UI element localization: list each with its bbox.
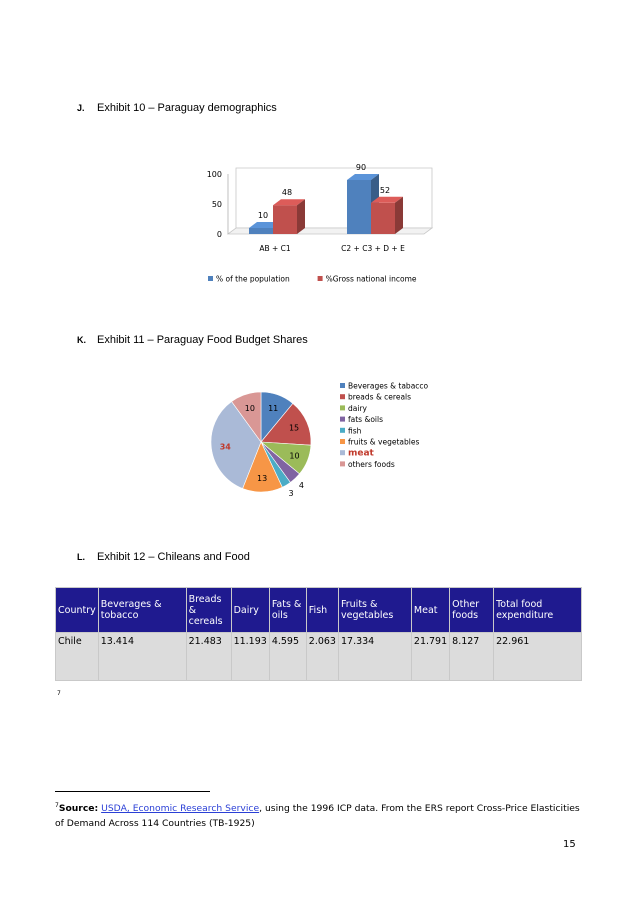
table-row: [56, 633, 582, 681]
pie-data-label: 4: [298, 481, 304, 491]
legend-label: breads & cereals: [348, 392, 412, 402]
exhibit-12-heading: [77, 551, 250, 563]
legend-entry: [340, 393, 411, 402]
exhibit-letter: K.: [77, 335, 86, 345]
legend-label: %Gross national income: [325, 274, 417, 284]
legend-label: fats &oils: [348, 415, 383, 425]
header-total: Total food expenditure: [494, 588, 582, 633]
header-fruits: Fruits & vegetables: [338, 588, 411, 633]
legend-swatch: [318, 276, 323, 281]
header-beverages: Beverages & tobacco: [98, 588, 186, 633]
bar-data-label: 10: [257, 211, 269, 220]
legend-entry: [208, 275, 290, 284]
x-tick-label: C2 + C3 + D + E: [341, 244, 405, 253]
header-fats: Fats & oils: [269, 588, 306, 633]
header-dairy: Dairy: [231, 588, 269, 633]
bar-data-label: 52: [379, 185, 391, 195]
cell-fish: 2.063: [306, 633, 338, 681]
footnote-number: 7: [55, 802, 59, 809]
food-budget-pie-chart: [200, 380, 460, 510]
table-header-row: [56, 588, 582, 633]
legend-label: others foods: [348, 459, 395, 469]
cell-fruits: 17.334: [338, 633, 411, 681]
y-tick-label: 100: [206, 170, 222, 179]
legend-swatch: [340, 417, 345, 422]
legend-label: % of the population: [216, 274, 290, 284]
legend-label: dairy: [348, 403, 367, 413]
y-tick-label: 50: [211, 200, 222, 209]
legend-label: Beverages & tabacco: [348, 381, 429, 391]
legend-swatch: [340, 405, 345, 410]
cell-total: 22.961: [494, 633, 582, 681]
footnote-marker: 7: [57, 690, 61, 697]
footnote-text: , using the 1996 ICP data. From the ERS report Cross-Price Elasticities of Demand Across 114 Countries (TB-1925): [55, 803, 580, 830]
chileans-food-table: [55, 587, 582, 681]
demographics-bar-chart: [190, 150, 460, 290]
exhibit-letter: J.: [77, 103, 85, 113]
legend-swatch: [340, 383, 345, 388]
page-number: 15: [563, 839, 576, 850]
pie-data-label: 34: [219, 442, 231, 452]
legend-entry: [340, 382, 429, 391]
cell-meat: 21.791: [411, 633, 449, 681]
x-tick-label: AB + C1: [259, 244, 291, 253]
header-other: Other foods: [450, 588, 494, 633]
bar: [371, 197, 403, 234]
legend-entry: [340, 415, 383, 424]
pie-data-label: 3: [288, 488, 294, 498]
bar-data-label: 48: [281, 188, 293, 198]
exhibit-title: Exhibit 12 – Chileans and Food: [97, 551, 250, 563]
pie-data-label: 15: [288, 423, 300, 433]
cell-country: Chile: [56, 633, 99, 681]
pie-data-label: 11: [268, 404, 279, 414]
legend-entry: [340, 438, 419, 447]
legend-label: fruits & vegetables: [348, 437, 420, 447]
cell-fats: 4.595: [269, 633, 306, 681]
pie-data-label: 10: [244, 403, 255, 413]
legend-entry: [340, 449, 375, 459]
cell-other: 8.127: [450, 633, 494, 681]
exhibit-title: Exhibit 10 – Paraguay demographics: [97, 102, 277, 114]
y-tick-label: 0: [216, 230, 222, 239]
bar-data-label: 90: [355, 163, 367, 172]
header-fish: Fish: [306, 588, 338, 633]
legend-label: meat: [348, 448, 374, 459]
legend-swatch: [340, 450, 345, 455]
legend-swatch: [340, 428, 345, 433]
legend-swatch: [208, 276, 213, 281]
legend-entry: [340, 426, 362, 435]
usda-ers-link[interactable]: USDA, Economic Research Service: [101, 803, 260, 815]
legend-entry: [318, 275, 417, 284]
legend-label: fish: [348, 426, 362, 436]
header-meat: Meat: [411, 588, 449, 633]
legend-entry: [340, 460, 395, 469]
bar: [273, 199, 305, 234]
cell-dairy: 11.193: [231, 633, 269, 681]
cell-beverages: 13.414: [98, 633, 186, 681]
exhibit-10-heading: [77, 102, 277, 114]
header-breads: Breads & cereals: [186, 588, 231, 633]
exhibit-letter: L.: [77, 552, 85, 562]
cell-breads: 21.483: [186, 633, 231, 681]
pie-data-label: 10: [289, 451, 300, 461]
footnote-separator: [55, 791, 210, 792]
footnote-source-label: Source:: [58, 803, 99, 815]
header-country: Country: [56, 588, 99, 633]
exhibit-title: Exhibit 11 – Paraguay Food Budget Shares: [97, 334, 308, 346]
footnote: [55, 798, 585, 831]
legend-swatch: [340, 394, 345, 399]
legend-swatch: [340, 461, 345, 466]
exhibit-11-heading: [77, 334, 308, 346]
legend-swatch: [340, 439, 345, 444]
pie-data-label: 13: [257, 473, 268, 483]
legend-entry: [340, 404, 368, 413]
